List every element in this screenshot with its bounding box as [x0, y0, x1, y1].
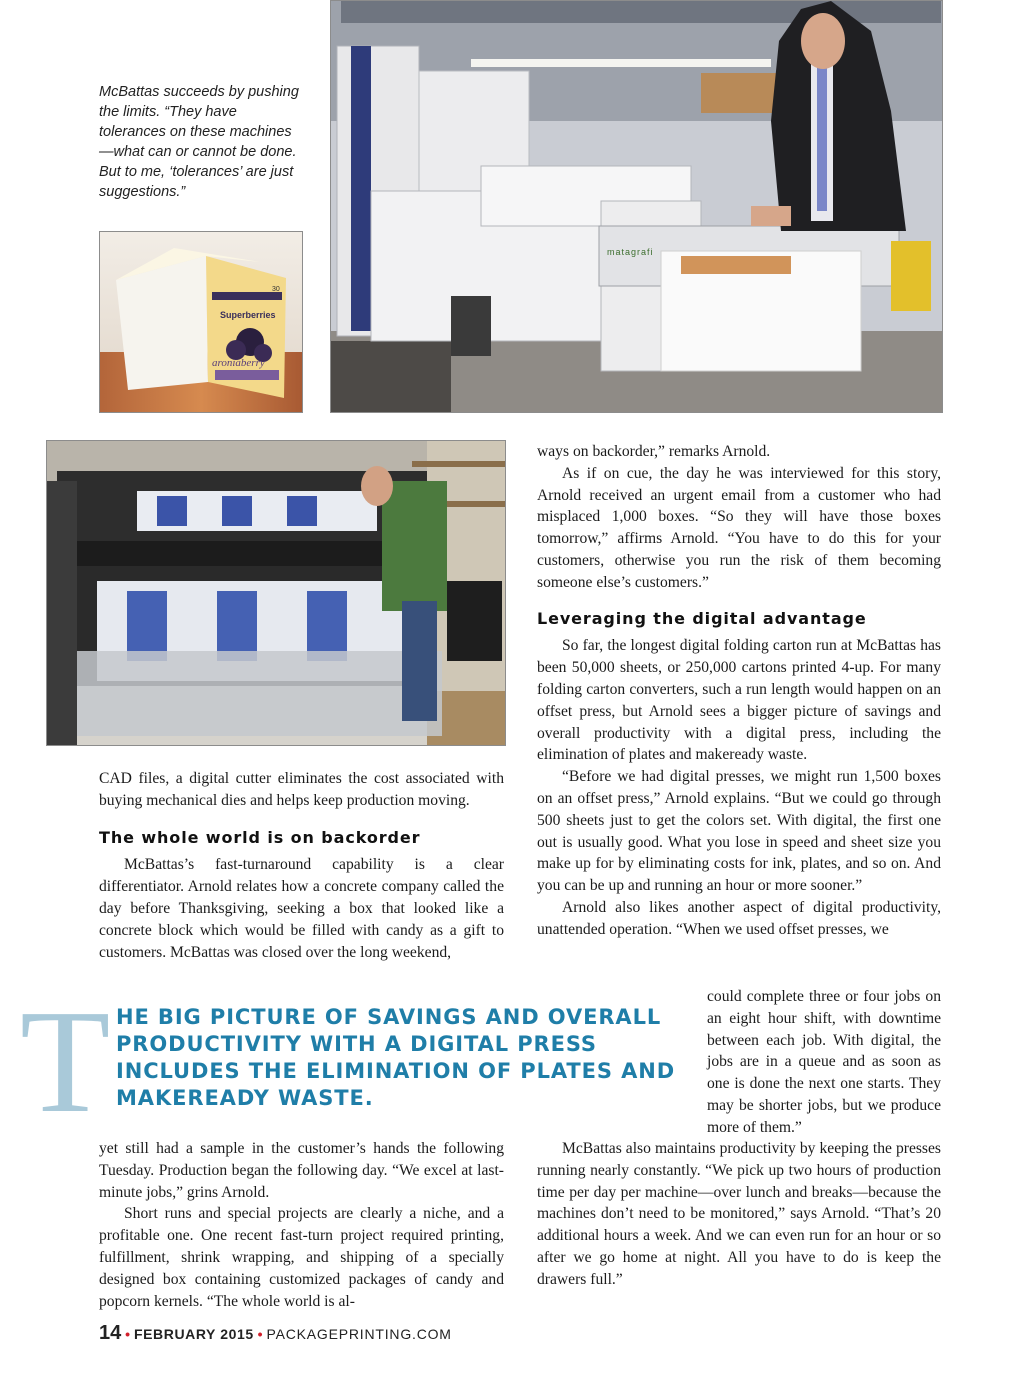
press-label-text: matagrafi: [607, 247, 654, 257]
issue-date: FEBRUARY 2015: [133, 1326, 254, 1342]
product-box-photo: [99, 231, 303, 413]
body-paragraph: yet still had a sample in the customer’s hands the following Tuesday. Production began the following day. “We excel at last-minute jobs,” grins Arnold.: [99, 1140, 504, 1201]
body-paragraph: CAD files, a digital cutter eliminates the cost associated with buying mechanical dies and helps keep production moving.: [99, 770, 504, 809]
box-count-text: 30: [272, 286, 280, 293]
offset-press-photo: [46, 440, 506, 746]
body-paragraph: So far, the longest digital folding carton run at McBattas has been 50,000 sheets, or 250,000 cartons printed 4-up. For many folding carton converters, such a run length would happen on an offset press, but Arnold sees a bigger picture of savings and overall productivity with a digital press, including the elimination of plates and makeready waste.: [537, 637, 941, 764]
page-footer: [99, 1322, 452, 1345]
section-heading-digital-advantage: Leveraging the digital advantage: [537, 608, 867, 628]
body-paragraph: ways on backorder,” remarks Arnold.: [537, 443, 771, 460]
pull-quote: HE BIG PICTURE OF SAVINGS AND OVERALL PRODUCTIVITY WITH A DIGITAL PRESS INCLUDES THE ELIMINATION OF PLATES AND MAKEREADY WASTE.: [116, 1005, 676, 1110]
body-paragraph: could complete three or four jobs on an eight hour shift, with downtime between each job. With digital, the jobs are in a queue and as soon as one is done the next one starts. They may be shorter jobs, but we produce more of them.”: [707, 988, 941, 1136]
body-paragraph: As if on cue, the day he was interviewed for this story, Arnold received an urgent email from a customer who had misplaced 1,000 boxes. “So they will have those boxes tomorrow,” affirms Arnold. “You have to do this for your customers, otherwise you run the risk of them becoming someone else’s customers.”: [537, 464, 941, 591]
left-column-top: [99, 768, 504, 963]
digital-press-photo: [330, 0, 943, 413]
box-product-text: aroniaberry: [212, 357, 265, 369]
section-heading-backorder: The whole world is on backorder: [99, 827, 421, 847]
pull-quote-initial: T: [20, 980, 111, 1144]
photo-caption: McBattas succeeds by pushing the limits. “They have tolerances on these machines—what can or cannot be done. But to me, ‘tolerances’ are just suggestions.”: [99, 84, 299, 200]
body-paragraph: Short runs and special projects are clearly a niche, and a profitable one. One recent fast-turn project required printing, fulfillment, shrink wrapping, and shipping of a specially designed box containing customized packages of candy and popcorn kernels. “The whole world is al-: [99, 1205, 504, 1310]
footer-separator: •: [125, 1326, 131, 1342]
right-column-bottom: [537, 1138, 941, 1291]
body-paragraph: McBattas also maintains productivity by keeping the presses running nearly constantly. “We pick up two hours of production time per day per machine—over lunch and breaks—because the machines don’t need to be monitored,” says Arnold. “That’s 20 additional hours a week. And we can even run for an hour or so after we go home at night. All you have to do is keep the drawers full.”: [537, 1140, 941, 1288]
right-column-top: [537, 441, 941, 941]
website-link[interactable]: PACKAGEPRINTING.COM: [266, 1326, 452, 1342]
box-brand-text: Superberries: [220, 310, 276, 320]
body-paragraph: “Before we had digital presses, we might run 1,500 boxes on an offset press,” Arnold explains. “But we could go through 500 sheets just to get the colors set. With digital, the first one out is usually good. What you lose in speed and sheet size you make up for by eliminating costs for ink, plates, and so on. And you can be up and running an hour or more sooner.”: [537, 768, 941, 895]
footer-separator: •: [257, 1326, 263, 1342]
body-paragraph: McBattas’s fast-turnaround capability is a clear differentiator. Arnold relates how a concrete company called the day before Thanksgiving, seeking a box that looked like a concrete block which would be filled with candy as a gift to customers. McBattas was closed over the long weekend,: [99, 856, 504, 961]
left-column-bottom: [99, 1138, 504, 1312]
page-number: 14: [99, 1322, 122, 1344]
right-column-narrow: [707, 986, 941, 1139]
body-paragraph: Arnold also likes another aspect of digital productivity, unattended operation. “When we used offset presses, we: [537, 898, 941, 938]
